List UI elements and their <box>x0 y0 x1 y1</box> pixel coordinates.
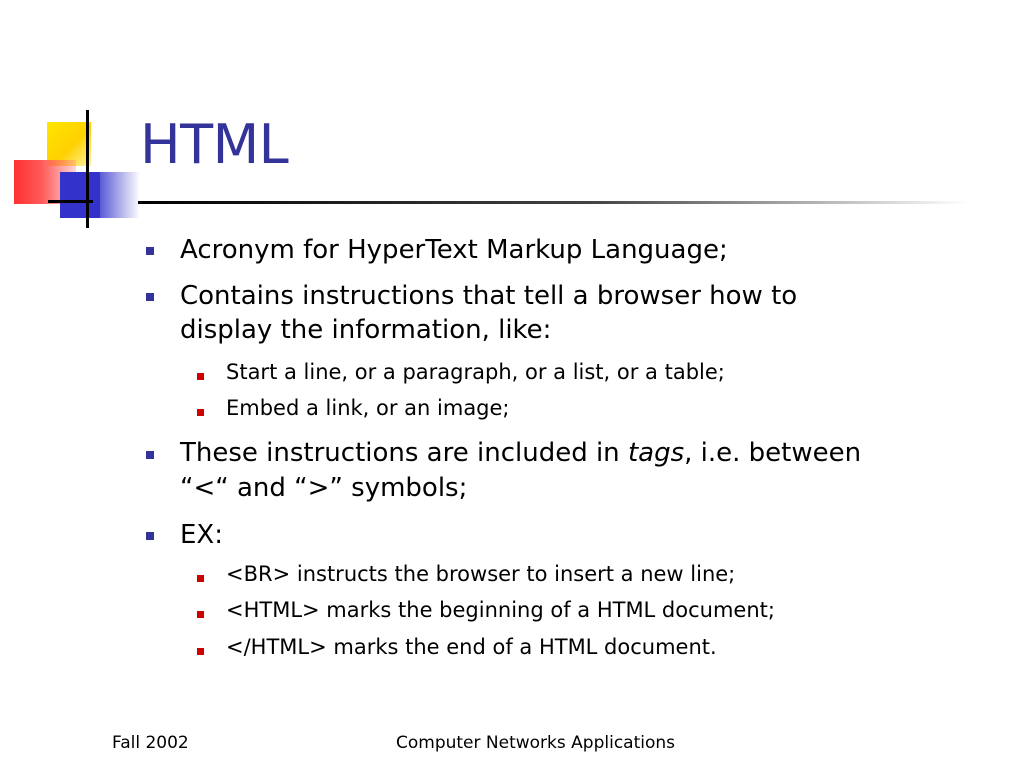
footer-course-title: Computer Networks Applications <box>396 733 675 753</box>
bullet-item-line: “<“ and “>” symbols; <box>180 473 468 503</box>
footer-date: Fall 2002 <box>112 733 189 753</box>
sub-bullet-item: Start a line, or a paragraph, or a list, or a table; <box>226 360 725 384</box>
sub-bullet-item: <BR> instructs the browser to insert a new line; <box>226 562 736 586</box>
sub-bullet-marker <box>197 373 204 380</box>
bullet-marker <box>146 451 154 459</box>
sub-bullet-marker <box>197 611 204 618</box>
bullet-item: EX: <box>180 520 223 550</box>
bullet-text: , i.e. between <box>684 438 862 468</box>
sub-bullet-marker <box>197 409 204 416</box>
bullet-item-line: Contains instructions that tell a browser how to <box>180 281 798 311</box>
slide-title: HTML <box>140 113 289 176</box>
sub-bullet-marker <box>197 648 204 655</box>
sub-bullet-marker <box>197 575 204 582</box>
bullet-item: Acronym for HyperText Markup Language; <box>180 235 728 265</box>
sub-bullet-item: Embed a link, or an image; <box>226 396 510 420</box>
bullet-item-line <box>180 435 861 471</box>
bullet-marker <box>146 532 154 540</box>
bullet-marker <box>146 247 154 255</box>
bullet-marker <box>146 293 154 301</box>
bullet-text-italic: tags <box>627 438 685 468</box>
sub-bullet-item: </HTML> marks the end of a HTML document. <box>226 635 717 659</box>
bullet-item-line: display the information, like: <box>180 315 552 345</box>
sub-bullet-item: <HTML> marks the beginning of a HTML document; <box>226 598 775 622</box>
bullet-text: These instructions are included in <box>180 438 628 468</box>
